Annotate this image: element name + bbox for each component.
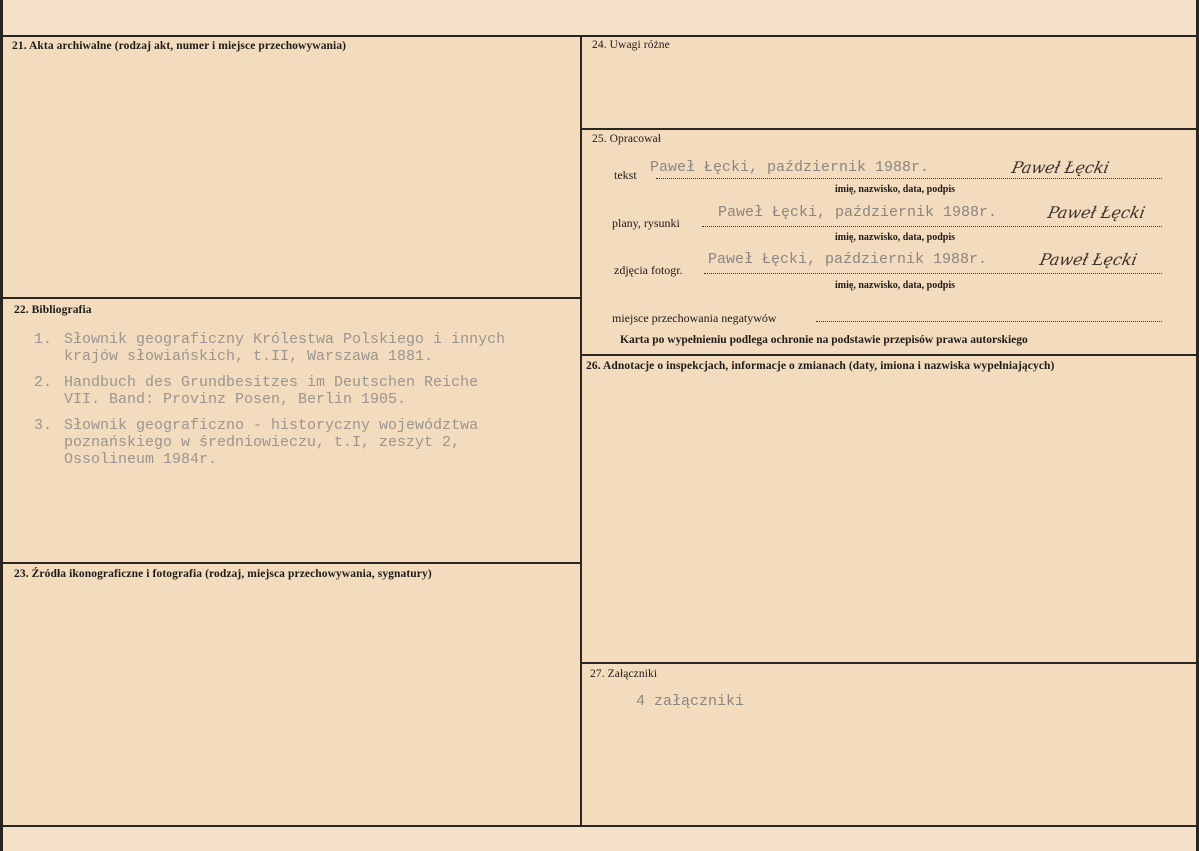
field-plany-label: plany, rysunki xyxy=(612,216,680,230)
card-top-margin xyxy=(0,0,1199,36)
field-tekst-label: tekst xyxy=(614,168,637,182)
field-zdjecia-caption: imię, nazwisko, data, podpis xyxy=(835,280,956,291)
negatives-label: miejsce przechowania negatywów xyxy=(612,311,777,325)
section-24-label: 24. Uwagi różne xyxy=(592,39,670,51)
center-divider xyxy=(580,35,582,826)
card-bottom-margin xyxy=(0,826,1199,851)
section-25-label: 25. Opracował xyxy=(592,133,661,145)
section-22-label: 22. Bibliografia xyxy=(14,304,92,316)
bibliography-item-2-number: 2. xyxy=(34,374,53,391)
divider-24-25 xyxy=(581,128,1196,130)
negatives-line xyxy=(816,321,1162,322)
field-plany-value: Paweł Łęcki, październik 1988r. xyxy=(718,204,998,221)
field-tekst-caption: imię, nazwisko, data, podpis xyxy=(835,184,956,195)
bibliography-item-3-line-1: Słownik geograficzno - historyczny województwa xyxy=(64,417,479,434)
field-plany-caption: imię, nazwisko, data, podpis xyxy=(835,232,956,243)
divider-21-22 xyxy=(3,297,581,299)
section-23-label: 23. Źródła ikonograficzne i fotografia (rodzaj, miejsca przechowywania, sygnatury) xyxy=(14,568,432,580)
bibliography-item-3-line-3: Ossolineum 1984r. xyxy=(64,451,218,468)
bibliography-item-1-line-2: krajów słowiańskich, t.II, Warszawa 1881. xyxy=(64,348,434,365)
card-left-edge xyxy=(0,0,3,851)
field-zdjecia-signature: Paweł Łęcki xyxy=(1037,250,1139,269)
field-plany-signature: Paweł Łęcki xyxy=(1045,203,1147,222)
bibliography-item-2-line-1: Handbuch des Grundbesitzes im Deutschen Reiche xyxy=(64,374,479,391)
bibliography-item-1-line-1: Słownik geograficzny Królestwa Polskiego i innych xyxy=(64,331,506,348)
section-27-label: 27. Załączniki xyxy=(590,668,658,680)
top-border xyxy=(3,35,1196,37)
divider-25-26 xyxy=(581,354,1196,356)
attachments-value: 4 załączniki xyxy=(636,693,745,710)
divider-26-27 xyxy=(581,662,1196,664)
field-zdjecia-line xyxy=(704,273,1162,274)
field-tekst-value: Paweł Łęcki, październik 1988r. xyxy=(650,159,930,176)
bibliography-item-3-number: 3. xyxy=(34,417,53,434)
bottom-border xyxy=(3,825,1196,827)
copyright-note: Karta po wypełnieniu podlega ochronie na podstawie przepisów prawa autorskiego xyxy=(620,334,1028,346)
field-tekst-signature: Paweł Łęcki xyxy=(1009,158,1111,177)
field-zdjecia-value: Paweł Łęcki, październik 1988r. xyxy=(708,251,988,268)
field-tekst-line xyxy=(656,178,1162,179)
bibliography-item-2-line-2: VII. Band: Provinz Posen, Berlin 1905. xyxy=(64,391,407,408)
field-plany-line xyxy=(702,226,1162,227)
field-zdjecia-label: zdjęcia fotogr. xyxy=(614,263,683,277)
section-21-label: 21. Akta archiwalne (rodzaj akt, numer i miejsce przechowywania) xyxy=(12,40,347,52)
section-26-label: 26. Adnotacje o inspekcjach, informacje o zmianach (daty, imiona i nazwiska wypełniających) xyxy=(586,360,1055,372)
bibliography-item-1-number: 1. xyxy=(34,331,53,348)
bibliography-item-3-line-2: poznańskiego w średniowieczu, t.I, zeszyt 2, xyxy=(64,434,461,451)
divider-22-23 xyxy=(3,562,581,564)
